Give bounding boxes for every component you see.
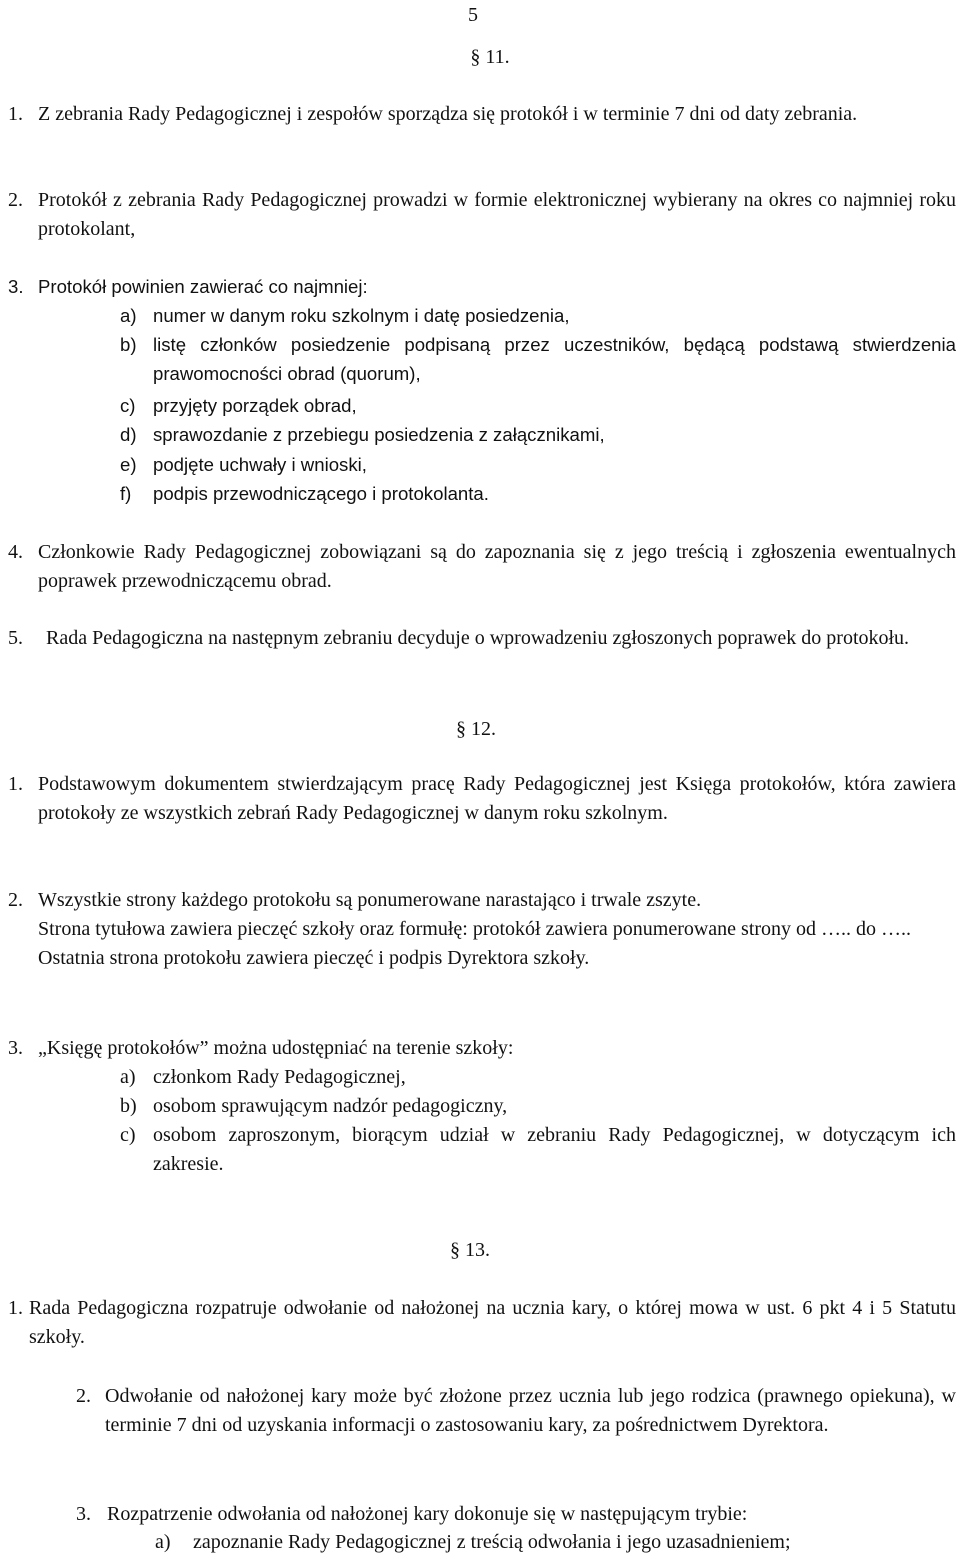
page-number: 5 [468,4,478,26]
paragraph-number: 5. [8,627,23,649]
item-text: osobom sprawującym nadzór pedagogiczny, [153,1095,508,1117]
paragraph-number: 3. [8,1037,23,1059]
paragraph-text: Protokół z zebrania Rady Pedagogicznej prowadzi w formie elektronicznej wybierany na okres co najmniej roku protokolant, [38,189,956,240]
paragraph-line-3: Ostatnia strona protokołu zawiera pieczęć i podpis Dyrektora szkoły. [38,947,590,969]
paragraph-line-1: Wszystkie strony każdego protokołu są ponumerowane narastająco i trwale zszyte. [38,889,702,911]
paragraph-number: 3. [8,276,24,297]
paragraph-number: 1. [8,103,23,125]
s13-paragraph-2 [76,1382,956,1440]
paragraph-line-2: Strona tytułowa zawiera pieczęć szkoły oraz formułę: protokół zawiera ponumerowane strony od ….. do ….. [38,918,912,940]
item-letter: a) [120,1066,136,1088]
item-text: podpis przewodniczącego i protokolanta. [153,483,489,504]
paragraph-text: Rozpatrzenie odwołania od nałożonej kary dokonuje się w następującym trybie: [107,1503,748,1525]
s11-paragraph-5 [8,624,956,653]
item-text: listę członków posiedzenie podpisaną przez uczestników, będącą podstawą stwierdzenia prawomocności obrad (quorum), [153,334,956,384]
paragraph-text: Członkowie Rady Pedagogicznej zobowiązani są do zapoznania się z jego treścią i zgłoszenia ewentualnych poprawek przewodniczącemu obrad. [38,541,956,592]
paragraph-text: Podstawowym dokumentem stwierdzającym pracę Rady Pedagogicznej jest Księga protokołów, która zawiera protokoły ze wszystkich zebrań Rady Pedagogicznej w danym roku szkolnym. [38,773,956,824]
list-item [120,330,956,388]
item-letter: b) [120,1095,137,1117]
paragraph-text: Rada Pedagogiczna na następnym zebraniu decyduje o wprowadzeniu zgłoszonych poprawek do protokołu. [46,627,910,649]
paragraph-number: 2. [8,189,23,211]
s11-paragraph-3 [8,272,956,301]
item-letter: c) [120,1124,136,1146]
list-item [155,1528,960,1557]
section-heading-11: § 11. [470,46,510,68]
list-item [120,391,956,420]
list-item [120,450,956,479]
item-text: sprawozdanie z przebiegu posiedzenia z załącznikami, [153,424,605,445]
paragraph-number: 3. [76,1503,91,1525]
s11-paragraph-1 [8,100,956,129]
item-text: numer w danym roku szkolnym i datę posiedzenia, [153,305,570,326]
list-item [120,1092,956,1121]
paragraph-number: 1. [8,773,23,795]
list-item [120,420,956,449]
item-text: przyjęty porządek obrad, [153,395,357,416]
s12-paragraph-2 [8,886,956,973]
s12-paragraph-3 [8,1034,956,1063]
item-text: członkom Rady Pedagogicznej, [153,1066,406,1088]
section-heading-12: § 12. [456,718,496,740]
list-item [120,479,956,508]
item-text: podjęte uchwały i wnioski, [153,454,367,475]
item-letter: e) [120,454,137,475]
s11-paragraph-2 [8,186,956,244]
paragraph-text: Z zebrania Rady Pedagogicznej i zespołów sporządza się protokół i w terminie 7 dni od daty zebrania. [38,103,858,125]
item-text: osobom zaproszonym, biorącym udział w zebraniu Rady Pedagogicznej, w dotyczącym ich zakresie. [153,1124,956,1175]
paragraph-text: „Księgę protokołów” można udostępniać na terenie szkoły: [38,1037,514,1059]
list-item [120,301,956,330]
item-letter: b) [120,334,137,355]
paragraph-number: 2. [8,889,23,911]
item-letter: f) [120,483,132,504]
item-letter: a) [120,305,137,326]
s13-paragraph-1 [8,1294,956,1352]
paragraph-number: 4. [8,541,23,563]
s11-paragraph-4 [8,538,956,596]
paragraph-text: Protokół powinien zawierać co najmniej: [38,276,368,297]
section-heading-13: § 13. [450,1239,490,1261]
list-item [120,1063,956,1092]
item-letter: c) [120,395,136,416]
s13-paragraph-3 [76,1500,956,1529]
item-letter: a) [155,1531,171,1553]
list-item [120,1121,956,1179]
item-letter: d) [120,424,137,445]
item-text: zapoznanie Rady Pedagogicznej z treścią odwołania i jego uzasadnieniem; [193,1531,791,1553]
s12-paragraph-1 [8,770,956,828]
paragraph-text: Odwołanie od nałożonej kary może być złożone przez ucznia lub jego rodzica (prawnego opiekuna), w terminie 7 dni od uzyskania informacji o zastosowaniu kary, za pośrednictwem Dyrektora. [105,1385,956,1436]
paragraph-number: 2. [76,1385,91,1407]
paragraph-number: 1. [8,1297,23,1319]
paragraph-text: Rada Pedagogiczna rozpatruje odwołanie od nałożonej na ucznia kary, o której mowa w ust. 6 pkt 4 i 5 Statutu szkoły. [29,1297,956,1348]
